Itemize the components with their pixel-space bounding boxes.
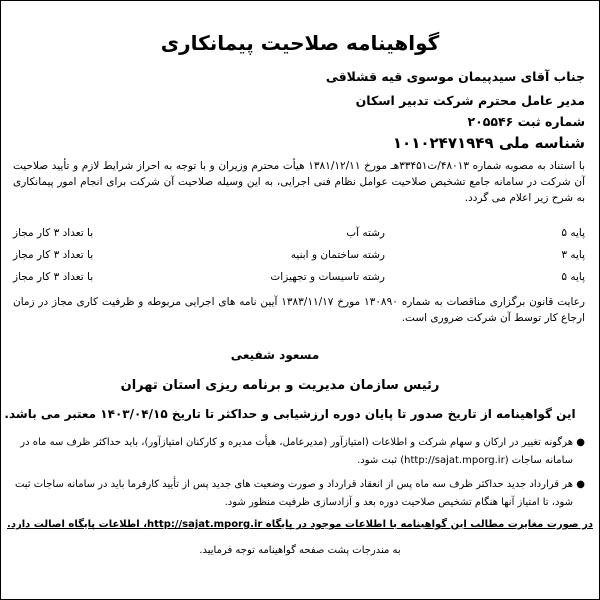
national-id: شناسه ملی ۱۰۱۰۲۴۷۱۹۴۹: [392, 134, 585, 152]
back-page-note: به مندرجات پشت صفحه گواهینامه توجه فرمایید.: [199, 545, 401, 556]
signatory-name: مسعود شفیعی: [230, 348, 320, 362]
grade-row: [13, 271, 585, 289]
grade-count: با تعداد ۳ کار مجاز: [13, 249, 94, 261]
grade-field: رشته آب: [346, 227, 385, 239]
bullet-item: [13, 476, 585, 512]
bullet-text: هر قرارداد جدید حداکثر ظرف سه ماه پس از انعقاد قرارداد و صورت وضعیت های جدید پس از تأیید کارفرما باید در سامانه ساجات ثبت شود، تا امتیاز آنها هنگام تشخیص صلاحیت دوره بعد و آزادسازی ظرفیت منظور شود.: [14, 479, 573, 508]
grade-level: پایه ۵: [561, 227, 585, 239]
grade-row: [13, 249, 585, 267]
bullet-icon: ●: [576, 479, 585, 490]
validity-notice: در صورت مغایرت مطالب این گواهینامه با اطلاعات موجود در پایگاه http://sajat.mporg.ir، اطلاعات پایگاه اصالت دارد.: [7, 519, 593, 530]
grade-count: با تعداد ۳ کار مجاز: [13, 271, 94, 283]
position-line: مدیر عامل محترم شرکت تدبیر اسکان: [355, 93, 585, 108]
grade-field: رشته تاسیسات و تجهیزات: [270, 271, 385, 283]
grade-level: پایه ۳: [561, 249, 585, 261]
grade-level: پایه ۵: [561, 271, 585, 283]
bullet-icon: ●: [576, 437, 585, 448]
grade-field: رشته ساختمان و ابنیه: [290, 249, 385, 261]
grade-row: [13, 227, 585, 245]
compliance-paragraph: رعایت قانون برگزاری مناقصات به شماره ۱۳۰۸۹۰ مورخ ۱۳۸۳/۱۱/۱۷ آیین نامه های اجرایی مربوطه و ظرفیت کاری مجاز در زمان ارجاع کار توسط آن شرکت ضروری است.: [13, 296, 585, 324]
certificate-title: گواهینامه صلاحیت پیمانکاری: [160, 31, 440, 55]
recipient-line: جناب آقای سیدپیمان موسوی قیه قشلاقی: [325, 69, 585, 84]
bullet-text: هرگونه تغییر در ارکان و سهام شرکت و اطلاعات (امتیازآور (مدیرعامل، هیأت مدیره و کارکنان امتیازآور)، باید حداکثر ظرف سه ماه در سامانه ساجات (http://sajat.mporg.ir) ثبت شود.: [20, 437, 573, 466]
signatory-title: رئیس سازمان مدیریت و برنامه ریزی استان تهران: [120, 378, 440, 393]
intro-paragraph: با استناد به مصوبه شماره ۴۸۰۱۳/ت۳۳۴۵۱هـ مورخ ۱۳۸۱/۱۲/۱۱ هیأت محترم وزیران و با توجه به احراز شرایط لازم و تأیید صلاحیت آن شرکت در سامانه جامع تشخیص صلاحیت عوامل نظام فنی اجرایی، به این وسیله صلاحیت آن شرکت برای انجام امور پیمانکاری به شرح زیر اعلام می گردد.: [13, 160, 585, 204]
registration-number: شماره ثبت ۲۰۵۵۴۶: [467, 114, 585, 129]
grade-count: با تعداد ۳ کار مجاز: [13, 227, 94, 239]
validity-statement: این گواهینامه از تاریخ صدور تا پایان دوره ارزشیابی و حداکثر تا تاریخ ۱۴۰۳/۰۴/۱۵ معتبر می باشد.: [4, 407, 576, 421]
bullet-item: [13, 434, 585, 470]
